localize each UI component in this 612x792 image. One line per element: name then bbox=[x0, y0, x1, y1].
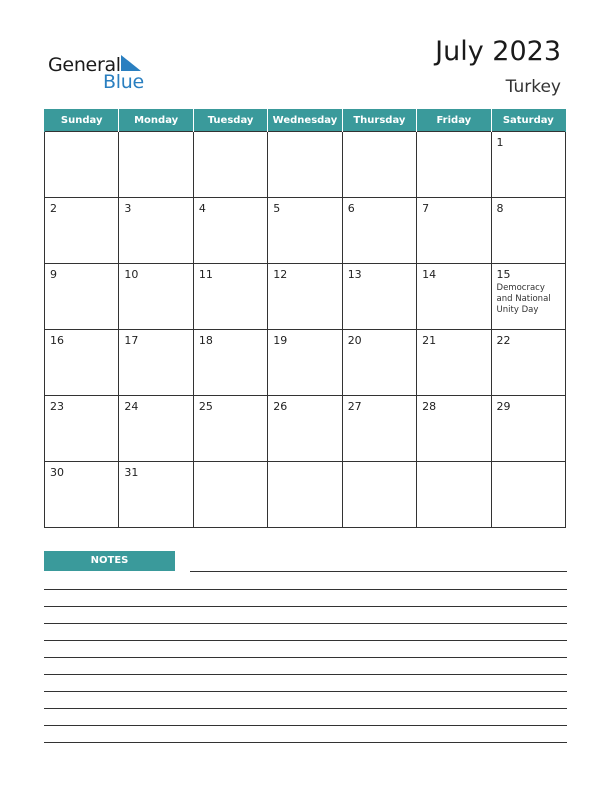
day-cell bbox=[342, 330, 416, 396]
day-cell bbox=[491, 198, 565, 264]
day-cell bbox=[342, 132, 416, 198]
day-cell bbox=[342, 198, 416, 264]
day-number: 22 bbox=[496, 334, 511, 347]
week-row bbox=[45, 462, 566, 528]
day-cell bbox=[491, 330, 565, 396]
day-cell bbox=[342, 462, 416, 528]
day-cell bbox=[45, 330, 119, 396]
day-number: 17 bbox=[124, 334, 139, 347]
weekday-header: Monday bbox=[119, 109, 193, 132]
day-number: 5 bbox=[273, 202, 281, 215]
day-number: 13 bbox=[347, 268, 362, 281]
day-cell bbox=[417, 132, 491, 198]
notes-line bbox=[44, 674, 567, 675]
week-row bbox=[45, 330, 566, 396]
day-cell bbox=[119, 462, 193, 528]
day-cell bbox=[417, 462, 491, 528]
day-number: 10 bbox=[124, 268, 139, 281]
week-row bbox=[45, 396, 566, 462]
calendar-grid bbox=[44, 109, 566, 528]
day-number: 28 bbox=[422, 400, 437, 413]
logo-triangle-icon bbox=[121, 55, 141, 71]
notes-line bbox=[44, 640, 567, 641]
day-cell bbox=[268, 264, 342, 330]
day-number: 31 bbox=[124, 466, 139, 479]
day-number: 24 bbox=[124, 400, 139, 413]
day-cell bbox=[268, 132, 342, 198]
day-number: 12 bbox=[273, 268, 288, 281]
week-row bbox=[45, 132, 566, 198]
day-cell bbox=[268, 330, 342, 396]
day-cell bbox=[491, 264, 565, 330]
notes-line bbox=[44, 742, 567, 743]
notes-line bbox=[44, 589, 567, 590]
day-cell bbox=[193, 330, 267, 396]
notes-line bbox=[44, 657, 567, 658]
day-cell bbox=[45, 396, 119, 462]
day-number: 4 bbox=[198, 202, 206, 215]
day-cell bbox=[119, 198, 193, 264]
notes-line bbox=[44, 708, 567, 709]
day-number: 7 bbox=[422, 202, 430, 215]
notes-label: NOTES bbox=[44, 551, 175, 571]
day-number: 11 bbox=[198, 268, 213, 281]
day-number: 30 bbox=[50, 466, 64, 479]
weekday-header: Thursday bbox=[342, 109, 416, 132]
day-cell bbox=[45, 462, 119, 528]
holiday-event: Democracy and National Unity Day bbox=[496, 283, 551, 315]
notes-line bbox=[44, 725, 567, 726]
weekday-header: Tuesday bbox=[193, 109, 267, 132]
day-number: 26 bbox=[273, 400, 288, 413]
weekday-header: Sunday bbox=[45, 109, 119, 132]
day-cell bbox=[342, 396, 416, 462]
day-cell bbox=[268, 462, 342, 528]
day-number: 20 bbox=[347, 334, 362, 347]
day-number: 2 bbox=[50, 202, 57, 215]
day-cell bbox=[268, 396, 342, 462]
day-cell bbox=[193, 462, 267, 528]
day-number: 27 bbox=[347, 400, 362, 413]
page-title: July 2023 bbox=[435, 36, 561, 67]
day-number: 21 bbox=[422, 334, 437, 347]
day-cell bbox=[491, 462, 565, 528]
day-cell bbox=[45, 198, 119, 264]
day-number: 16 bbox=[50, 334, 64, 347]
day-cell bbox=[193, 264, 267, 330]
day-number: 15 bbox=[496, 268, 511, 281]
logo-text-blue: Blue bbox=[103, 71, 144, 93]
day-number: 25 bbox=[198, 400, 213, 413]
week-row bbox=[45, 198, 566, 264]
day-cell bbox=[491, 396, 565, 462]
weekday-header: Wednesday bbox=[268, 109, 342, 132]
day-number: 23 bbox=[50, 400, 64, 413]
day-number: 1 bbox=[496, 136, 504, 149]
weekday-header: Saturday bbox=[491, 109, 565, 132]
day-cell bbox=[417, 396, 491, 462]
day-cell bbox=[193, 396, 267, 462]
day-cell bbox=[342, 264, 416, 330]
week-row bbox=[45, 264, 566, 330]
day-number: 19 bbox=[273, 334, 288, 347]
day-cell bbox=[45, 132, 119, 198]
logo-text-general: General bbox=[48, 54, 121, 76]
day-cell bbox=[491, 132, 565, 198]
day-cell bbox=[119, 396, 193, 462]
day-cell bbox=[119, 330, 193, 396]
country-label: Turkey bbox=[505, 77, 561, 97]
day-number: 6 bbox=[347, 202, 355, 215]
day-cell bbox=[45, 264, 119, 330]
day-cell bbox=[417, 198, 491, 264]
day-cell bbox=[417, 264, 491, 330]
day-cell bbox=[119, 132, 193, 198]
day-cell bbox=[119, 264, 193, 330]
day-number: 14 bbox=[422, 268, 437, 281]
day-cell bbox=[193, 198, 267, 264]
weekday-header: Friday bbox=[417, 109, 491, 132]
weekday-header-row bbox=[45, 109, 566, 132]
day-number: 9 bbox=[50, 268, 57, 281]
notes-line bbox=[44, 691, 567, 692]
notes-line bbox=[190, 571, 567, 572]
day-number: 3 bbox=[124, 202, 132, 215]
day-cell bbox=[193, 132, 267, 198]
day-cell bbox=[268, 198, 342, 264]
day-cell bbox=[417, 330, 491, 396]
logo bbox=[48, 52, 158, 92]
day-number: 29 bbox=[496, 400, 511, 413]
notes-line bbox=[44, 606, 567, 607]
day-number: 8 bbox=[496, 202, 504, 215]
day-number: 18 bbox=[198, 334, 213, 347]
notes-line bbox=[44, 623, 567, 624]
